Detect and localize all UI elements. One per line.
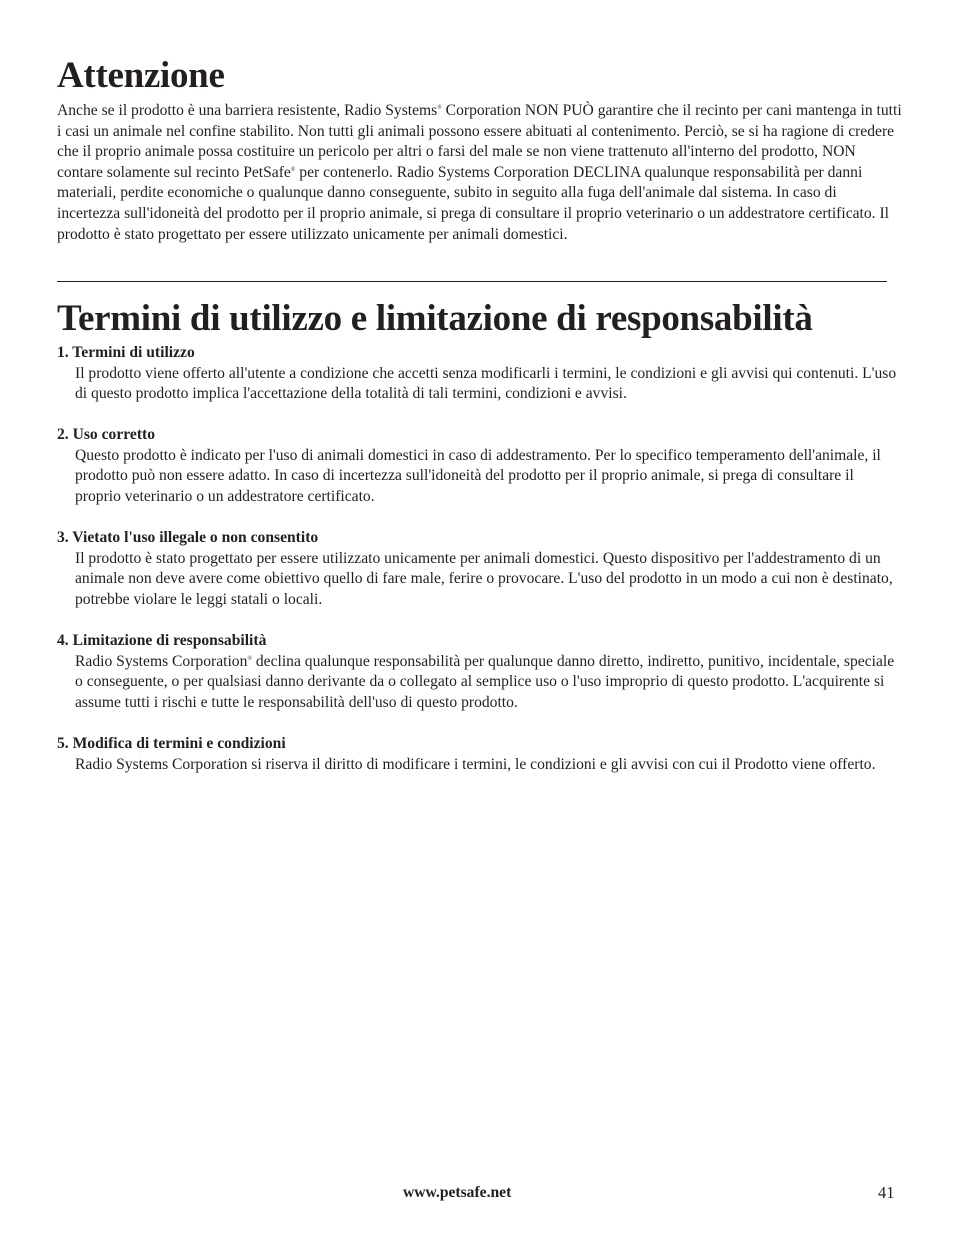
section-title: 2. Uso corretto (57, 426, 156, 444)
registered-mark: ® (290, 166, 296, 173)
section-title: 5. Modifica di termini e condizioni (57, 734, 286, 752)
section-body: Il prodotto è stato progettato per essere utilizzato unicamente per animali domestici. Questo dispositivo per l'addestramento di un animale non deve avere come obiettivo quello di fare male, ferire o provocare. L'uso del prodotto in un modo a cui non è destinato, potrebbe violare le leggi statali o locali. (75, 549, 893, 608)
terms-sections (57, 343, 902, 796)
attention-text-3: per contenerlo. Radio Systems Corporation DECLINA qualunque responsabilità per danni materiali, perdite economiche o qualunque danno conseguente, subito in seguito alla fuga dell'animale dal sistema. In caso di incertezza sull'idoneità del prodotto per il proprio animale, si prega di consultare il proprio veterinario o un addestratore certificato. Il prodotto è stato progettato per essere utilizzato unicamente per animali domestici. (57, 163, 890, 243)
section-body-text-a: Radio Systems Corporation (75, 652, 248, 670)
attention-text-1: Anche se il prodotto è una barriera resistente, Radio Systems (57, 102, 438, 119)
section-title: 3. Vietato l'uso illegale o non consentito (57, 529, 319, 547)
registered-mark: ® (437, 105, 442, 111)
section-body: Questo prodotto è indicato per l'uso di animali domestici in caso di addestramento. Per lo specifico temperamento dell'animale, il prodotto può non essere adatto. In caso di incertezza sull'idoneità del prodotto per il proprio animale, si prega di consultare il proprio veterinario o un addestratore certificato. (75, 446, 881, 506)
terms-section-4 (57, 631, 902, 713)
section-body: Il prodotto viene offerto all'utente a condizione che accetti senza modificarli i termini, le condizioni e gli avvisi qui contenuti. L'uso di questo prodotto implica l'accettazione della totalità di tali termini, condizioni e avvisi. (75, 364, 897, 403)
attention-heading: Attenzione (57, 55, 225, 96)
terms-section-5 (57, 734, 902, 775)
terms-section-1 (57, 343, 902, 405)
section-divider (57, 281, 887, 282)
attention-paragraph (57, 101, 902, 245)
terms-section-2 (57, 425, 902, 507)
section-body-text-b: declina qualunque responsabilità per qualunque danno diretto, indiretto, punitivo, incidentale, speciale o conseguente, o per qualsiasi danno derivante da o collegato al semplice uso o l'uso improprio di questo prodotto. L'acquirente si assume tutti i rischi e tutte le responsabilità dell'uso di questo prodotto. (75, 652, 895, 711)
section-body (57, 652, 902, 714)
section-title: 1. Termini di utilizzo (57, 344, 195, 361)
terms-heading: Termini di utilizzo e limitazione di responsabilità (57, 298, 813, 339)
terms-section-3 (57, 528, 902, 610)
footer-url: www.petsafe.net (403, 1184, 512, 1201)
section-body: Radio Systems Corporation si riserva il diritto di modificare i termini, le condizioni e gli avvisi con cui il Prodotto viene offerto. (75, 755, 876, 773)
page-number: 41 (878, 1183, 895, 1202)
attention-text-2: Corporation NON PUÒ garantire che il recinto per cani mantenga in tutti i casi un animale nel confine stabilito. Non tutti gli animali possono essere abituati al contenimento. Perciò, se si ha ragione di credere che il proprio animale possa costituire un pericolo per altri o farsi del male se non viene trattenuto all'interno del prodotto, NON contare solamente sul recinto PetSafe (57, 102, 902, 181)
registered-mark: ® (247, 655, 252, 662)
section-title: 4. Limitazione di responsabilità (57, 632, 267, 650)
